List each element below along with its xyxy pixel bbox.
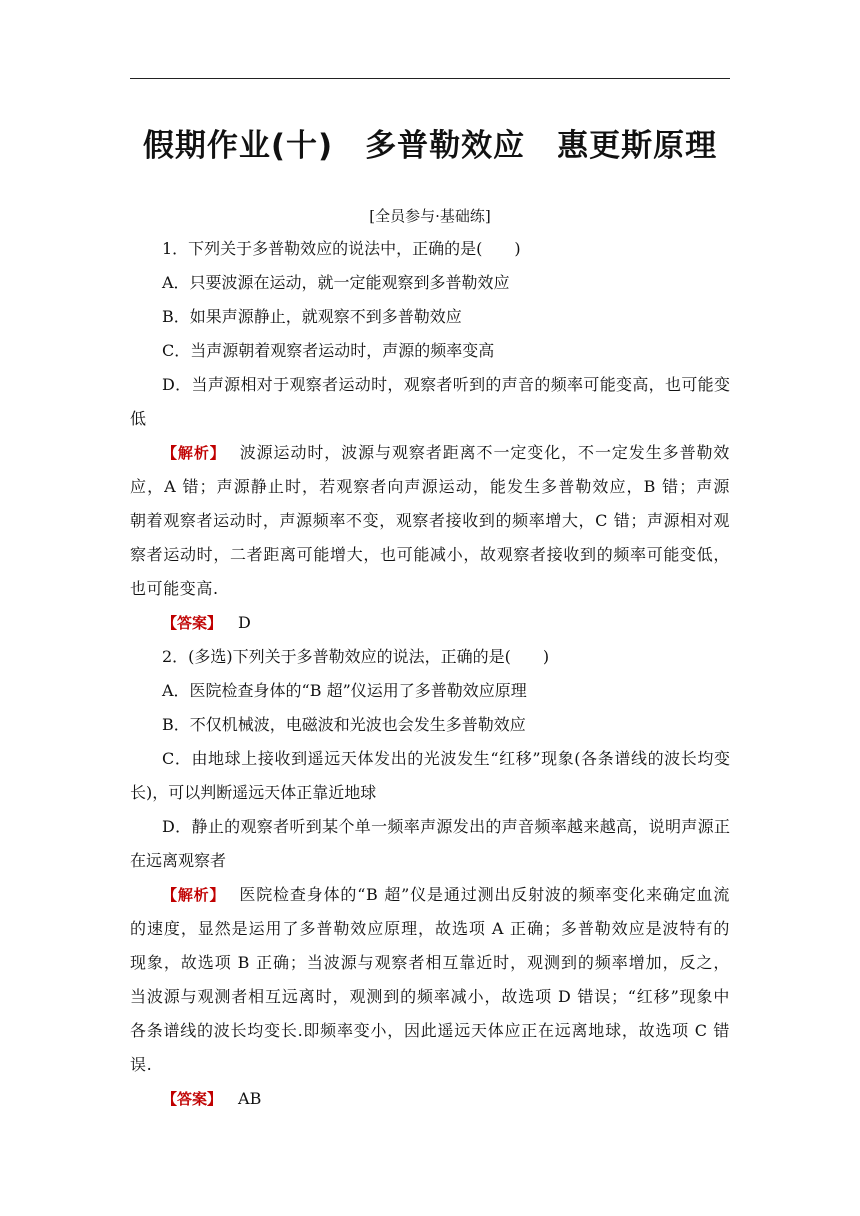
answer-value: AB <box>238 1089 262 1108</box>
option-c: C．当声源朝着观察者运动时，声源的频率变高 <box>162 341 495 360</box>
answer-label: 【答案】 <box>162 614 223 632</box>
question-stem: 2．(多选)下列关于多普勒效应的说法，正确的是( ) <box>162 647 550 666</box>
question-block <box>130 640 730 1116</box>
analysis-text: 医院检查身体的“B 超”仪是通过测出反射波的频率变化来确定血流的速度，显然是运用了多普勒效应原理，故选项 A 正确；多普勒效应是波特有的现象，故选项 B 正确；当波源与观察者相互靠近时，观测到的频率增加，反之，当波源与观测者相互远离时，观测到的频率减小，故选项 D 错误；“红移”现象中各条谱线的波长均变长.即频率变小，因此遥远天体应正在远离地球，故选项 C 错误. <box>130 885 730 1074</box>
option-d: D．静止的观察者听到某个单一频率声源发出的声音频率越来越高，说明声源正在远离观察者 <box>130 817 730 870</box>
answer-value: D <box>238 613 251 632</box>
question-stem: 1．下列关于多普勒效应的说法中，正确的是( ) <box>162 239 521 258</box>
option-c: C．由地球上接收到遥远天体发出的光波发生“红移”现象(各条谱线的波长均变长)，可以判断遥远天体正靠近地球 <box>130 749 730 802</box>
analysis-paragraph <box>130 436 730 606</box>
analysis-label: 【解析】 <box>162 444 226 462</box>
option-a: A．医院检查身体的“B 超”仪运用了多普勒效应原理 <box>162 681 527 700</box>
option-b: B．不仅机械波，电磁波和光波也会发生多普勒效应 <box>162 715 526 734</box>
answer-label: 【答案】 <box>162 1090 223 1108</box>
analysis-text: 波源运动时，波源与观察者距离不一定变化，不一定发生多普勒效应，A 错；声源静止时，若观察者向声源运动，能发生多普勒效应，B 错；声源朝着观察者运动时，声源频率不变，观察者接收到的频率增大，C 错；声源相对观察者运动时，二者距离可能增大，也可能减小，故观察者接收到的频率可能变低，也可能变高. <box>130 443 731 598</box>
option-a: A．只要波源在运动，就一定能观察到多普勒效应 <box>162 273 510 292</box>
page-title: 假期作业(十) 多普勒效应 惠更斯原理 <box>142 128 718 164</box>
answer-line <box>130 1082 730 1116</box>
option-d: D．当声源相对于观察者运动时，观察者听到的声音的频率可能变高，也可能变低 <box>130 375 730 428</box>
document-body <box>130 232 730 1116</box>
question-block <box>130 232 730 640</box>
analysis-label: 【解析】 <box>162 886 226 904</box>
analysis-paragraph <box>130 878 730 1082</box>
answer-line <box>130 606 730 640</box>
section-tag: [全员参与·基础练] <box>369 207 491 225</box>
option-b: B．如果声源静止，就观察不到多普勒效应 <box>162 307 462 326</box>
header-rule <box>130 78 730 79</box>
